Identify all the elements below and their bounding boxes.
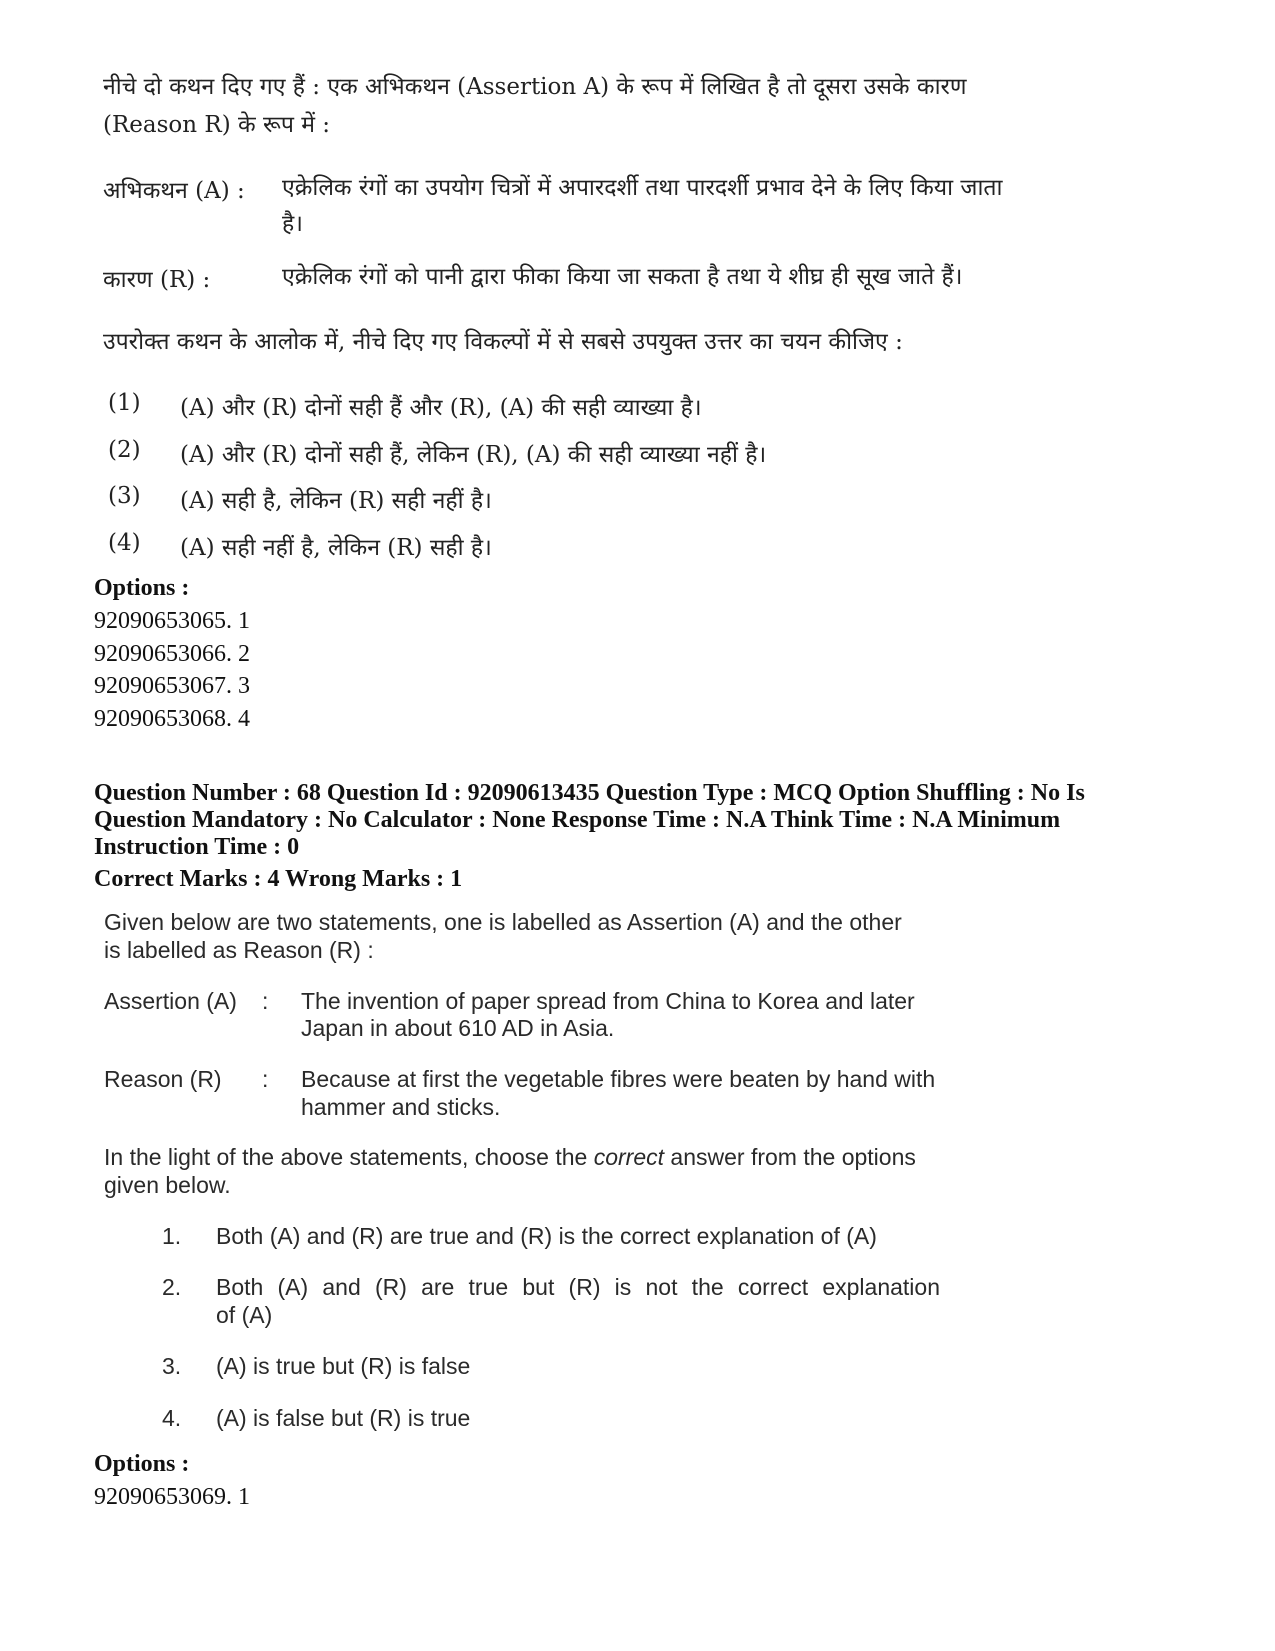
english-choice-number: 1. <box>162 1223 182 1249</box>
hindi-assertion-text: एक्रेलिक रंगों का उपयोग चित्रों में अपारदर्शी तथा पारदर्शी प्रभाव देने के लिए किया जाता है। <box>282 175 1003 237</box>
option-id: 92090653069. 1 <box>94 1484 250 1510</box>
instruction-text: answer from the options <box>664 1144 916 1170</box>
hindi-choice-text: (A) सही नहीं है, लेकिन (R) सही है। <box>180 535 492 561</box>
hindi-choice-text: (A) सही है, लेकिन (R) सही नहीं है। <box>180 488 492 514</box>
english-instruction: given below. <box>104 1172 231 1198</box>
english-assertion-label: Assertion (A) <box>104 988 237 1014</box>
hindi-assertion-label: अभिकथन (A) : <box>103 178 245 204</box>
hindi-choice-number: (2) <box>108 437 141 463</box>
instruction-text: In the light of the above statements, choose the <box>104 1144 594 1170</box>
english-reason-text: hammer and sticks. <box>301 1094 501 1120</box>
english-choice-number: 3. <box>162 1353 182 1379</box>
hindi-question-intro: नीचे दो कथन दिए गए हैं : एक अभिकथन (Assertion A) के रूप में लिखित है तो दूसरा उसके कारण (Reason R) के रूप में : <box>103 74 967 138</box>
hindi-reason-text: एक्रेलिक रंगों को पानी द्वारा फीका किया जा सकता है तथा ये शीघ्र ही सूख जाते हैं। <box>282 264 963 290</box>
english-instruction <box>104 1143 916 1171</box>
hindi-reason-label: कारण (R) : <box>103 267 211 293</box>
english-choice-text: Both (A) and (R) are true but (R) is not the correct explanation <box>216 1274 940 1300</box>
hindi-instruction: उपरोक्त कथन के आलोक में, नीचे दिए गए विकल्पों में से सबसे उपयुक्त उत्तर का चयन कीजिए : <box>103 329 903 355</box>
hindi-choice-number: (1) <box>108 390 141 416</box>
english-assertion-text: The invention of paper spread from China to Korea and later <box>301 988 915 1014</box>
option-id: 92090653066. 2 <box>94 641 250 667</box>
option-id: 92090653065. 1 <box>94 608 250 634</box>
options-heading: Options : <box>94 1451 190 1477</box>
english-reason-text: Because at first the vegetable fibres were beaten by hand with <box>301 1066 936 1092</box>
question-marks: Correct Marks : 4 Wrong Marks : 1 <box>94 866 463 892</box>
english-question-intro: Given below are two statements, one is labelled as Assertion (A) and the other <box>104 909 902 935</box>
hindi-choice-number: (4) <box>108 530 141 556</box>
hindi-choice-text: (A) और (R) दोनों सही हैं और (R), (A) की सही व्याख्या है। <box>180 395 702 421</box>
english-choice-number: 2. <box>162 1274 182 1300</box>
english-choice-text: of (A) <box>216 1302 273 1328</box>
question-meta-line: Question Mandatory : No Calculator : None Response Time : N.A Think Time : N.A Minimum <box>94 807 1061 833</box>
option-id: 92090653067. 3 <box>94 673 250 699</box>
english-choice-text: Both (A) and (R) are true and (R) is the correct explanation of (A) <box>216 1223 877 1249</box>
english-question-intro: is labelled as Reason (R) : <box>104 937 374 963</box>
english-choice-number: 4. <box>162 1405 182 1431</box>
question-meta-line: Instruction Time : 0 <box>94 834 300 860</box>
question-meta-line: Question Number : 68 Question Id : 92090613435 Question Type : MCQ Option Shuffling : No Is <box>94 780 1085 806</box>
instruction-emphasis: correct <box>593 1144 665 1170</box>
reason-colon: : <box>262 1066 269 1092</box>
hindi-choice-text: (A) और (R) दोनों सही हैं, लेकिन (R), (A) की सही व्याख्या नहीं है। <box>180 442 767 468</box>
english-reason-label: Reason (R) <box>104 1066 222 1092</box>
hindi-choice-number: (3) <box>108 483 141 509</box>
options-heading: Options : <box>94 575 190 601</box>
option-id: 92090653068. 4 <box>94 706 250 732</box>
assertion-colon: : <box>262 988 269 1014</box>
english-assertion-text: Japan in about 610 AD in Asia. <box>301 1015 615 1041</box>
english-choice-text: (A) is false but (R) is true <box>216 1405 471 1431</box>
english-choice-text: (A) is true but (R) is false <box>216 1353 471 1379</box>
